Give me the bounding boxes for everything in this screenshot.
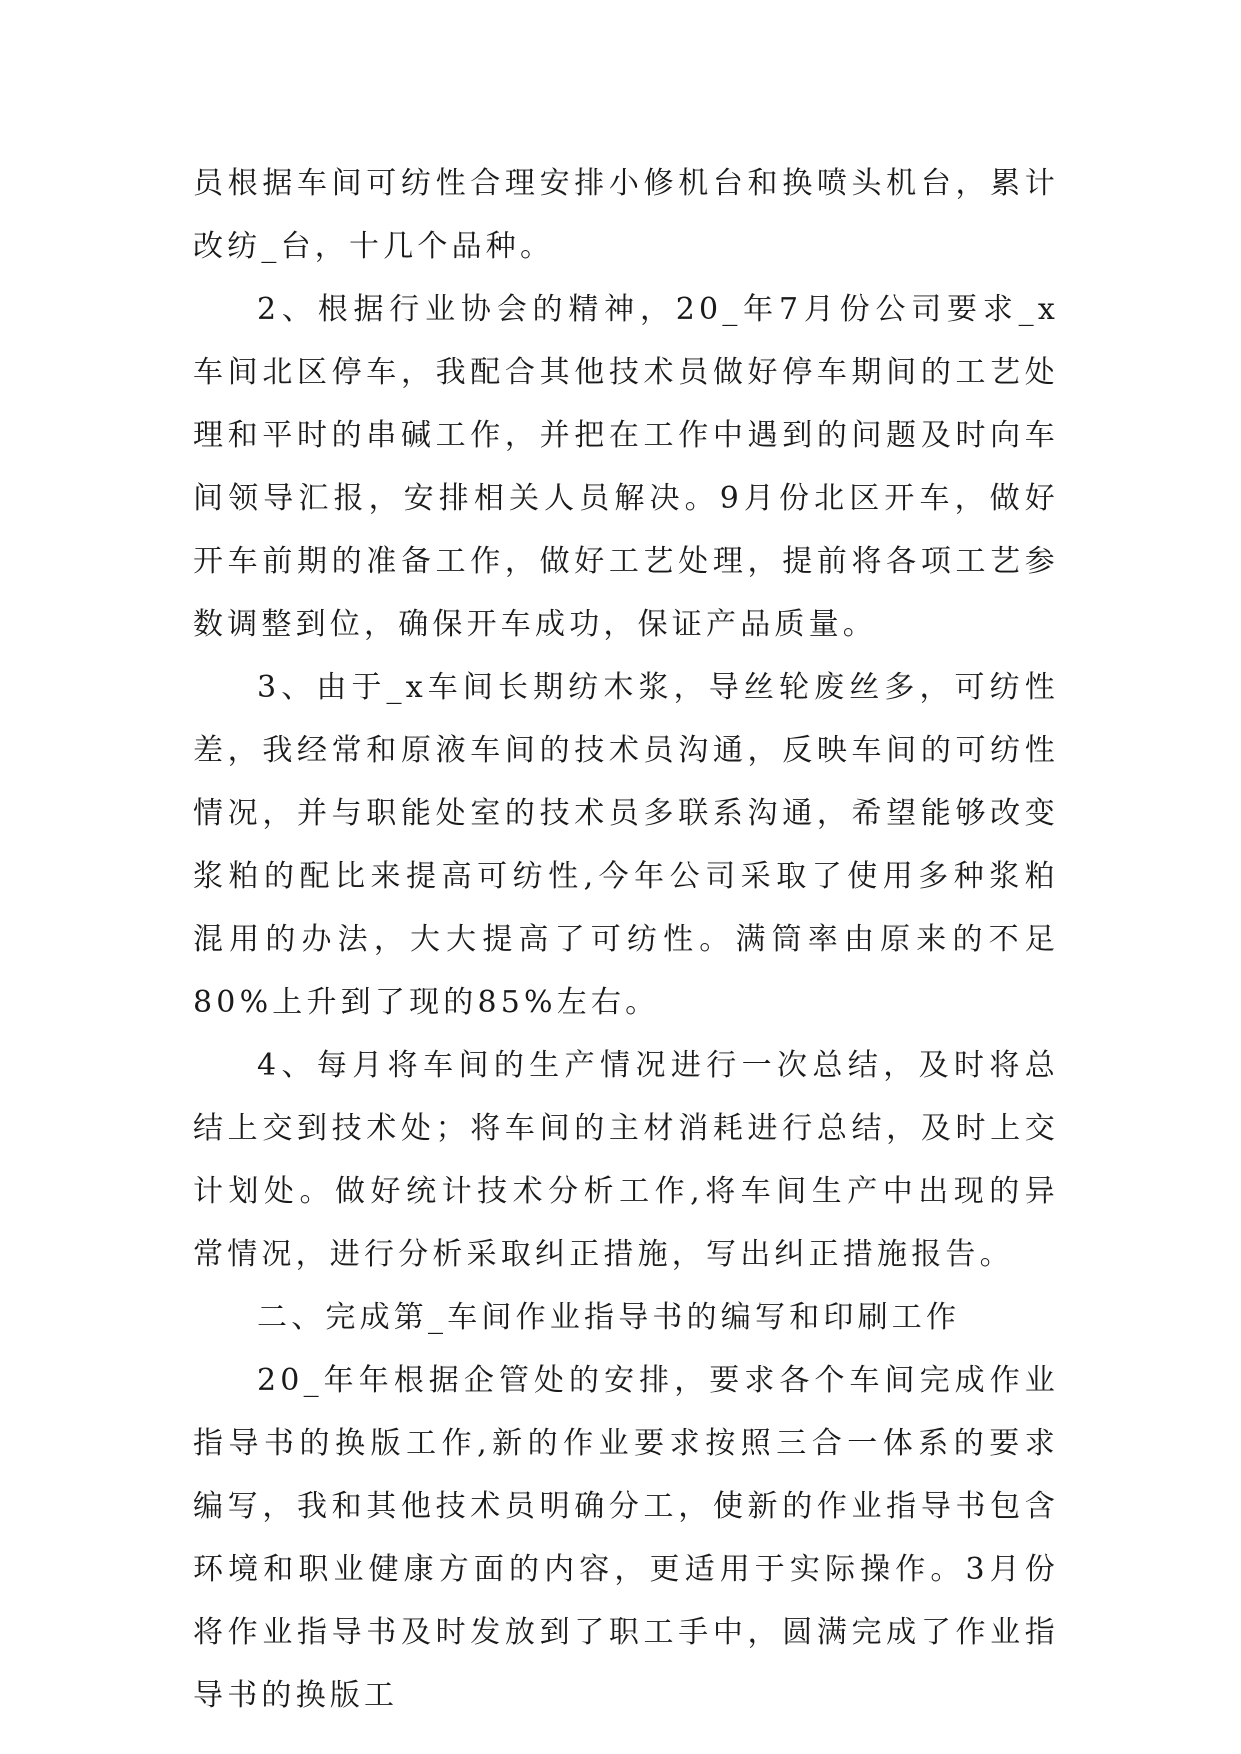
paragraph-item-3: 3、由于_x车间长期纺木浆，导丝轮废丝多，可纺性差，我经常和原液车间的技术员沟通，反映车间的可纺性情况，并与职能处室的技术员多联系沟通，希望能够改变浆粕的配比来提高可纺性,今年公司采取了使用多种浆粕混用的办法，大大提高了可纺性。满筒率由原来的不足80%上升到了现的85%左右。	[193, 670, 1059, 1020]
document-body	[193, 152, 1059, 1727]
paragraph-section-2-body: 20_年年根据企管处的安排，要求各个车间完成作业指导书的换版工作,新的作业要求按照三合一体系的要求编写，我和其他技术员明确分工，使新的作业指导书包含环境和职业健康方面的内容，更适用于实际操作。3月份将作业指导书及时发放到了职工手中，圆满完成了作业指导书的换版工	[193, 1363, 1059, 1713]
section-heading-2: 二、完成第_车间作业指导书的编写和印刷工作	[257, 1300, 961, 1335]
paragraph-item-4: 4、每月将车间的生产情况进行一次总结，及时将总结上交到技术处；将车间的主材消耗进行总结，及时上交计划处。做好统计技术分析工作,将车间生产中出现的异常情况，进行分析采取纠正措施，写出纠正措施报告。	[193, 1048, 1059, 1272]
paragraph-item-2: 2、根据行业协会的精神，20_年7月份公司要求_x车间北区停车，我配合其他技术员做好停车期间的工艺处理和平时的串碱工作，并把在工作中遇到的问题及时向车间领导汇报，安排相关人员解决。9月份北区开车，做好开车前期的准备工作，做好工艺处理，提前将各项工艺参数调整到位，确保开车成功，保证产品质量。	[193, 292, 1059, 642]
paragraph-continuation: 员根据车间可纺性合理安排小修机台和换喷头机台，累计改纺_台，十几个品种。	[193, 166, 1059, 264]
